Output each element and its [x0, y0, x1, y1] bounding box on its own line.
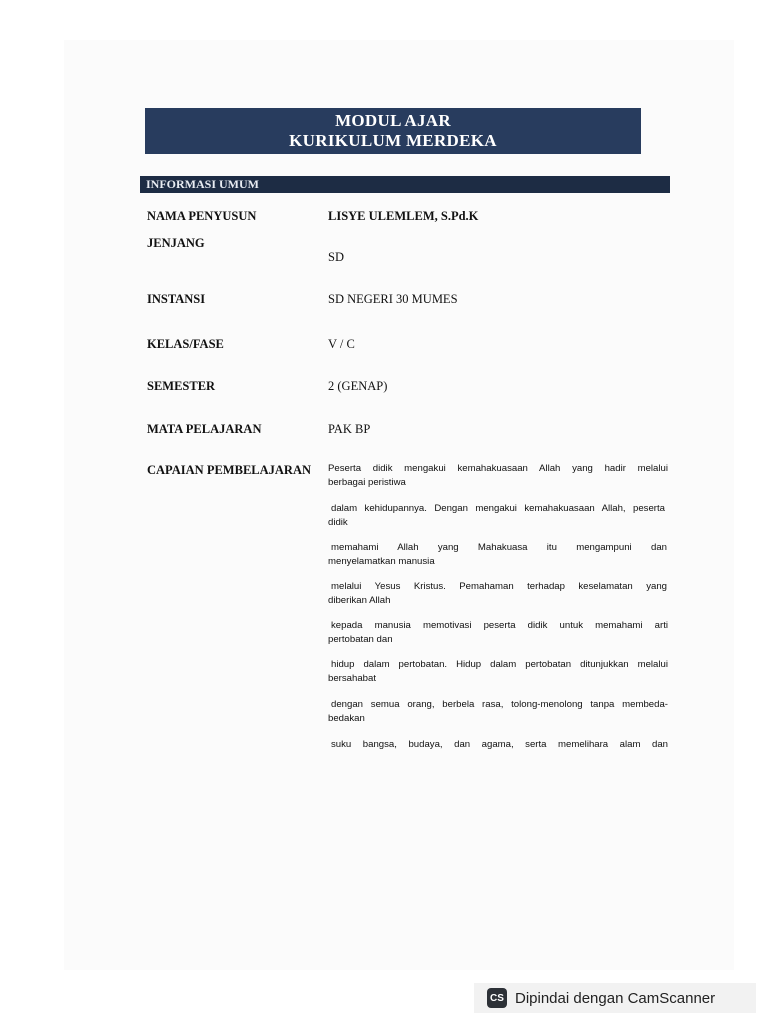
value-semester: 2 (GENAP): [328, 379, 388, 393]
capaian-line: diberikan Allah: [328, 595, 391, 606]
capaian-paragraph: [328, 462, 668, 490]
camscanner-text: Dipindai dengan CamScanner: [515, 989, 716, 1007]
label-kelas-fase: KELAS/FASE: [147, 337, 224, 351]
capaian-line: dengan semua orang, berbela rasa, tolong-menolong tanpa membeda-: [331, 699, 668, 710]
title-line-2: KURIKULUM MERDEKA: [289, 131, 497, 150]
capaian-line: suku bangsa, budaya, dan agama, serta memelihara alam dan: [331, 739, 668, 750]
value-instansi: SD NEGERI 30 MUMES: [328, 292, 458, 306]
value-nama-penyusun: LISYE ULEMLEM, S.Pd.K: [328, 209, 479, 223]
label-jenjang: JENJANG: [147, 236, 205, 250]
capaian-paragraph: [328, 658, 668, 686]
title-banner: [145, 108, 641, 154]
capaian-line: berbagai peristiwa: [328, 477, 406, 488]
capaian-line: dalam kehidupannya. Dengan mengakui kemahakuasaan Allah, peserta: [331, 503, 665, 514]
value-mata-pelajaran: PAK BP: [328, 422, 371, 436]
capaian-line: pertobatan dan: [328, 634, 393, 645]
capaian-line: melalui Yesus Kristus. Pemahaman terhadap keselamatan yang: [331, 581, 667, 592]
label-capaian-pembelajaran: CAPAIAN PEMBELAJARAN: [147, 463, 312, 477]
capaian-line: kepada manusia memotivasi peserta didik untuk memahami arti: [331, 620, 668, 631]
capaian-line: bedakan: [328, 713, 365, 724]
label-semester: SEMESTER: [147, 379, 216, 393]
value-jenjang: SD: [328, 250, 344, 264]
capaian-paragraph: [328, 619, 668, 647]
capaian-line: Peserta didik mengakui kemahakuasaan Allah yang hadir melalui: [328, 463, 668, 474]
capaian-line: bersahabat: [328, 673, 377, 684]
camscanner-footer: [474, 983, 756, 1013]
capaian-paragraph: [328, 580, 667, 608]
capaian-line: hidup dalam pertobatan. Hidup dalam pertobatan ditunjukkan melalui: [331, 659, 668, 670]
value-kelas-fase: V / C: [328, 337, 355, 351]
camscanner-icon: CS: [487, 988, 507, 1008]
capaian-line: menyelamatkan manusia: [328, 556, 435, 567]
capaian-line: didik: [328, 517, 348, 528]
label-instansi: INSTANSI: [147, 292, 206, 306]
capaian-paragraph: [328, 541, 667, 569]
label-mata-pelajaran: MATA PELAJARAN: [147, 422, 262, 436]
title-line-1: MODUL AJAR: [335, 111, 451, 130]
section-informasi-umum: INFORMASI UMUM: [140, 176, 670, 193]
capaian-paragraph: [328, 502, 665, 530]
label-nama-penyusun: NAMA PENYUSUN: [147, 209, 257, 223]
capaian-line: memahami Allah yang Mahakuasa itu mengampuni dan: [331, 542, 667, 553]
capaian-paragraph: [331, 738, 668, 752]
capaian-paragraph: [328, 698, 668, 726]
